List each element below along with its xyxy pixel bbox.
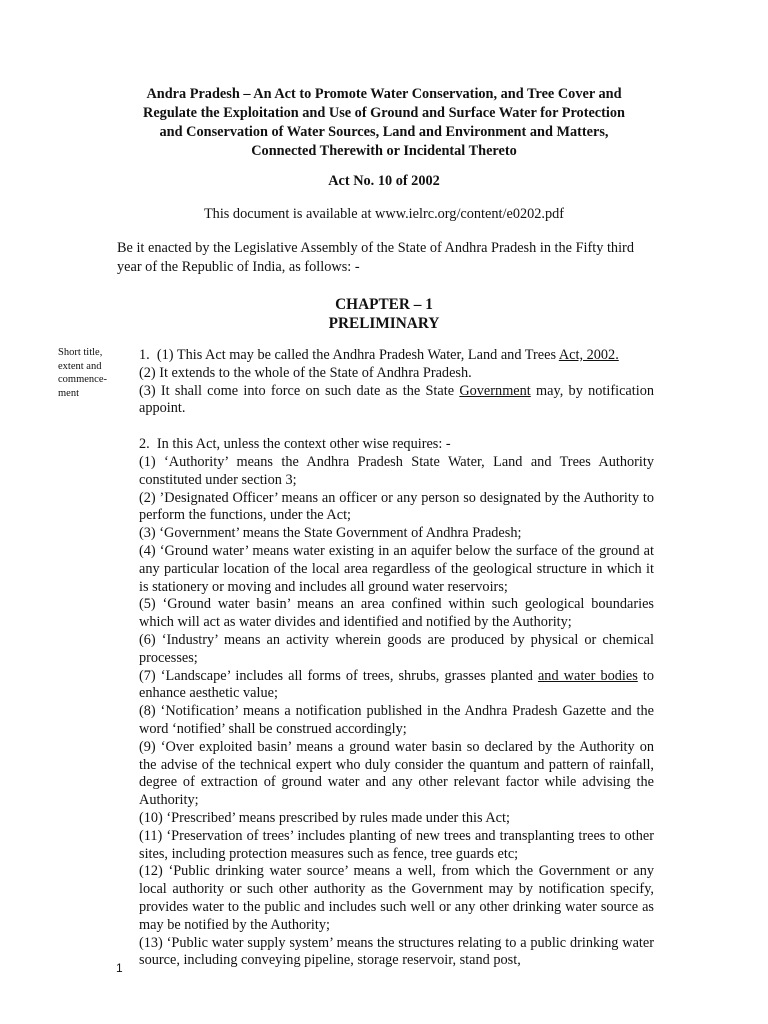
definition-2: (2) ’Designated Officer’ means an officer or any person so designated by the Authority to perform the functions, under the Act;: [139, 489, 654, 524]
title-line: Regulate the Exploitation and Use of Ground and Surface Water for Protection: [143, 105, 625, 121]
definition-1: (1) ‘Authority’ means the Andhra Pradesh State Water, Land and Trees Authority constituted under section 3;: [139, 453, 654, 488]
definition-6: (6) ‘Industry’ means an activity wherein goods are produced by physical or chemical processes;: [139, 631, 654, 666]
underlined-text: Act, 2002.: [558, 347, 619, 363]
chapter-name: PRELIMINARY: [328, 315, 440, 332]
title-line: and Conservation of Water Sources, Land and Environment and Matters,: [159, 124, 609, 140]
definition-11: (11) ‘Preservation of trees’ includes planting of new trees and transplanting trees to other sites, including protection measures such as fence, tree guards etc;: [139, 827, 654, 862]
definition-8: (8) ‘Notification’ means a notification published in the Andhra Pradesh Gazette and the word ‘notified’ shall be construed accordingly;: [139, 703, 654, 737]
definition-7: (7) ‘Landscape’ includes all forms of trees, shrubs, grasses planted and water bodies to enhance aesthetic value;: [139, 667, 654, 702]
act-number: Act No. 10 of 2002: [328, 173, 440, 189]
page-number: 1: [116, 961, 123, 975]
definition-5: (5) ‘Ground water basin’ means an area confined within such geological boundaries which will act as water divides and identified and notified by the Authority;: [139, 596, 654, 631]
definition-3: (3) ‘Government’ means the State Government of Andhra Pradesh;: [139, 525, 522, 542]
section-2-intro: 2. In this Act, unless the context other wise requires: -: [139, 436, 451, 453]
underlined-text: and water bodies: [537, 667, 638, 684]
title-line: Andra Pradesh – An Act to Promote Water Conservation, and Tree Cover and: [146, 86, 622, 102]
underlined-text: Government: [459, 382, 531, 399]
section-1-clause-1: 1. (1) This Act may be called the Andhra Pradesh Water, Land and Trees Act, 2002.: [139, 347, 619, 363]
definition-9: (9) ‘Over exploited basin’ means a ground water basin so declared by the Authority on the advise of the technical expert who duly consider the quantum and pattern of rainfall, degree of extraction of ground water and any other relevant factor while advising the Authority;: [139, 738, 654, 809]
act-body: [139, 347, 654, 970]
definition-12: (12) ‘Public drinking water source’ means a well, from which the Government or any local authority or such other authority as the Government may by notification specify, provides water to the public and includes such well or any other drinking water source as may be notified by the Authority;: [139, 863, 654, 933]
chapter-heading: [0, 295, 768, 333]
availability-note: This document is available at www.ielrc.org/content/e0202.pdf: [203, 206, 565, 222]
definition-4: (4) ‘Ground water’ means water existing in an aquifer below the surface of the ground at any particular location of the local area regardless of the geological structure in which it is stationery or moving and includes all ground water reservoirs;: [139, 542, 654, 595]
definition-13: (13) ‘Public water supply system’ means the structures relating to a public drinking water source, including conveying pipeline, storage reservoir, stand post,: [139, 934, 654, 969]
enacting-clause: Be it enacted by the Legislative Assembly of the State of Andhra Pradesh in the Fifty third year of the Republic of India, as follows: -: [117, 240, 634, 275]
definition-10: (10) ‘Prescribed’ means prescribed by rules made under this Act;: [139, 809, 510, 826]
section-1-clause-2: (2) It extends to the whole of the State of Andhra Pradesh.: [139, 364, 472, 381]
chapter-number: CHAPTER – 1: [335, 296, 433, 313]
title-line: Connected Therewith or Incidental Thereto: [251, 143, 517, 159]
document-title: [110, 85, 658, 161]
margin-note: Short title, extent and commence-ment: [58, 347, 107, 399]
section-1-clause-3: (3) It shall come into force on such date as the State Government may, by notification appoint.: [139, 382, 655, 417]
